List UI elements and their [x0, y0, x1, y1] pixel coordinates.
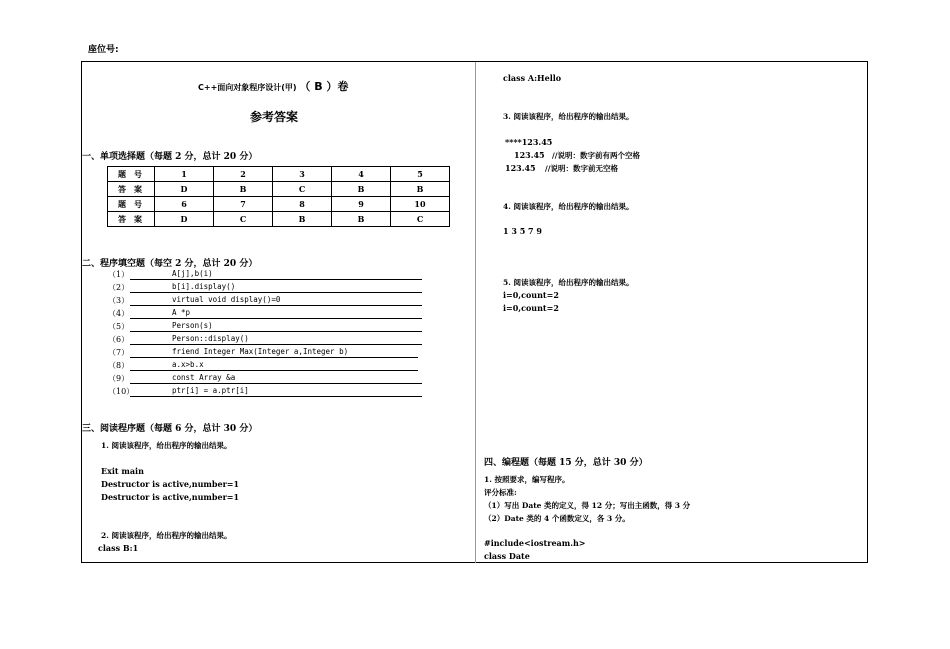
table-cell: D [155, 212, 214, 227]
table-cell: 4 [332, 167, 391, 182]
table-cell: 8 [273, 197, 332, 212]
output-line: 123.45 [505, 163, 536, 173]
blank-number: （10） [108, 387, 135, 396]
output-line: Exit main [101, 466, 144, 476]
page-title: 参考答案 [250, 110, 299, 124]
output-line: class A:Hello [503, 73, 562, 83]
table-cell: 6 [155, 197, 214, 212]
question-prompt: 3. 阅读该程序，给出程序的输出结果。 [503, 112, 634, 121]
question-prompt: 5. 阅读该程序，给出程序的输出结果。 [503, 278, 634, 287]
table-row [108, 197, 450, 212]
section4-heading: 四、编程题（每题 15 分，总计 30 分） [484, 458, 648, 468]
table-cell: 答案 [108, 212, 155, 227]
exam-subtitle [198, 78, 348, 94]
fill-blank-item [108, 269, 428, 281]
fill-blank-item [108, 282, 428, 294]
blank-answer: a.x>b.x [172, 360, 204, 369]
blank-underline [130, 357, 418, 358]
blank-answer: Person::display() [172, 334, 249, 343]
table-cell: 7 [214, 197, 273, 212]
fill-blank-item [108, 360, 428, 372]
table-row [108, 212, 450, 227]
table-cell: C [273, 182, 332, 197]
blank-number: （4） [108, 309, 130, 318]
blank-number: （9） [108, 374, 130, 383]
fill-blank-item [108, 321, 428, 333]
table-cell: B [332, 212, 391, 227]
paper-version: （ B ）卷 [299, 80, 349, 93]
question-prompt: 2. 阅读该程序，给出程序的输出结果。 [101, 531, 232, 540]
table-cell: 答案 [108, 182, 155, 197]
question-prompt: 4. 阅读该程序，给出程序的输出结果。 [503, 202, 634, 211]
output-line: i=0,count=2 [503, 303, 559, 313]
table-row [108, 167, 450, 182]
section2-heading: 二、程序填空题（每空 2 分，总计 20 分） [82, 259, 258, 269]
fill-blank-item [108, 386, 428, 398]
seat-number-label: 座位号: [88, 45, 119, 55]
table-cell: 5 [391, 167, 450, 182]
blank-number: （3） [108, 296, 130, 305]
fill-blank-item [108, 334, 428, 346]
output-line: ****123.45 [505, 137, 553, 147]
table-cell: B [391, 182, 450, 197]
blank-number: （8） [108, 361, 130, 370]
output-line: i=0,count=2 [503, 290, 559, 300]
blank-underline [130, 396, 422, 397]
blank-answer: Person(s) [172, 321, 213, 330]
blank-underline [130, 292, 422, 293]
table-cell: 题号 [108, 167, 155, 182]
blank-answer: ptr[i] = a.ptr[i] [172, 386, 249, 395]
blank-answer: const Array &a [172, 373, 236, 382]
course-name: C++面向对象程序设计(甲) [198, 83, 297, 92]
table-cell: 9 [332, 197, 391, 212]
output-line: Destructor is active,number=1 [101, 479, 240, 489]
criteria-item: （2）Date 类的 4 个函数定义，各 3 分。 [484, 514, 630, 523]
output-note: //说明：数字前无空格 [545, 164, 618, 173]
blank-answer: A *p [172, 308, 191, 317]
section1-heading: 一、单项选择题（每题 2 分，总计 20 分） [82, 152, 258, 162]
blank-underline [130, 383, 422, 384]
code-line: #include<iostream.h> [484, 538, 586, 548]
code-line: class Date [484, 551, 530, 561]
fill-blank-item [108, 373, 428, 385]
blank-number: （7） [108, 348, 130, 357]
output-line: 1 3 5 7 9 [503, 226, 542, 236]
table-cell: B [332, 182, 391, 197]
fill-blank-item [108, 295, 428, 307]
table-row [108, 182, 450, 197]
table-cell: 3 [273, 167, 332, 182]
fill-blank-item [108, 347, 428, 359]
column-divider [475, 62, 476, 563]
criteria-item: （1）写出 Date 类的定义，得 12 分；写出主函数，得 3 分 [484, 501, 691, 510]
output-line: 123.45 [514, 150, 545, 160]
table-cell: 2 [214, 167, 273, 182]
output-note: //说明：数字前有两个空格 [552, 151, 640, 160]
blank-number: （1） [108, 270, 130, 279]
question-prompt: 1. 阅读该程序，给出程序的输出结果。 [101, 441, 232, 450]
blank-number: （2） [108, 283, 130, 292]
table-cell: C [391, 212, 450, 227]
blank-underline [130, 370, 418, 371]
output-line: class B:1 [98, 543, 139, 553]
table-cell: D [155, 182, 214, 197]
blank-number: （5） [108, 322, 130, 331]
blank-underline [130, 305, 422, 306]
blank-answer: friend Integer Max(Integer a,Integer b) [172, 347, 349, 356]
table-cell: B [273, 212, 332, 227]
table-cell: C [214, 212, 273, 227]
choice-answer-table [107, 166, 450, 227]
blank-underline [130, 344, 422, 345]
blank-underline [130, 318, 422, 319]
blank-answer: virtual void display()=0 [172, 295, 281, 304]
blank-answer: b[i].display() [172, 282, 236, 291]
question-prompt: 1. 按照要求，编写程序。 [484, 475, 570, 484]
table-cell: 题号 [108, 197, 155, 212]
table-cell: 1 [155, 167, 214, 182]
blank-number: （6） [108, 335, 130, 344]
blank-underline [130, 279, 422, 280]
output-line: Destructor is active,number=1 [101, 492, 240, 502]
criteria-label: 评分标准: [484, 488, 517, 497]
blank-underline [130, 331, 422, 332]
table-cell: 10 [391, 197, 450, 212]
table-cell: B [214, 182, 273, 197]
section3-heading: 三、阅读程序题（每题 6 分，总计 30 分） [82, 424, 258, 434]
fill-blank-item [108, 308, 428, 320]
blank-answer: A[j],b(i) [172, 269, 213, 278]
